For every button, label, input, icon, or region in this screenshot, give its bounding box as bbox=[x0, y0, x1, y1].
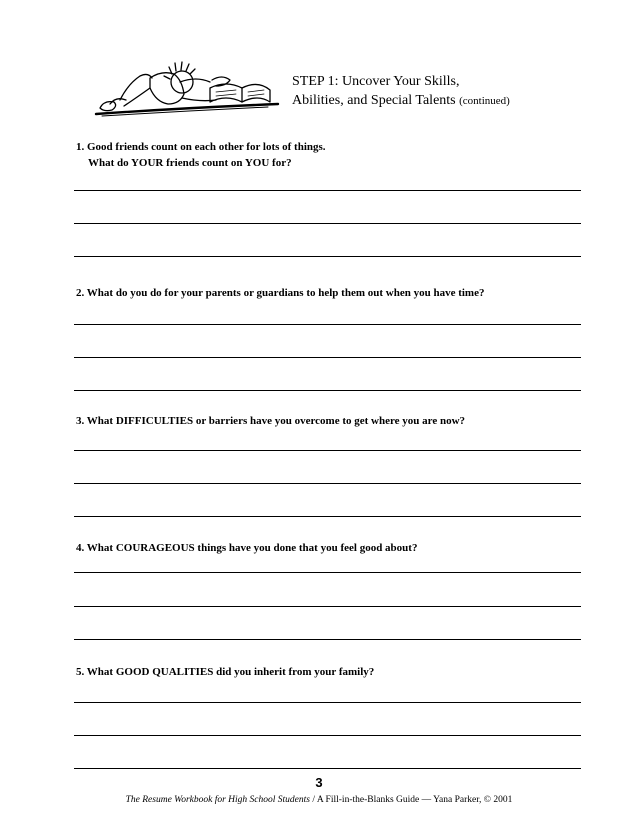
answer-line[interactable] bbox=[74, 606, 581, 607]
question-2-text: 2. What do you do for your parents or guardians to help them out when you have time? bbox=[76, 287, 485, 299]
footer-credit: / A Fill-in-the-Blanks Guide — Yana Parker, © 2001 bbox=[309, 795, 513, 805]
step-title-line1: STEP 1: Uncover Your Skills, bbox=[292, 74, 460, 89]
question-3-text: 3. What DIFFICULTIES or barriers have you overcome to get where you are now? bbox=[76, 415, 466, 427]
answer-line[interactable] bbox=[74, 768, 581, 769]
answer-line[interactable] bbox=[74, 516, 581, 517]
answer-line[interactable] bbox=[74, 702, 581, 703]
answer-line[interactable] bbox=[74, 357, 581, 358]
question-2 bbox=[76, 285, 484, 301]
question-5-text: 5. What GOOD QUALITIES did you inherit from your family? bbox=[76, 666, 375, 678]
boy-reading-illustration bbox=[92, 58, 280, 122]
footer bbox=[0, 795, 638, 805]
question-4 bbox=[76, 540, 417, 556]
answer-line[interactable] bbox=[74, 256, 581, 257]
question-1 bbox=[76, 139, 326, 171]
answer-line[interactable] bbox=[74, 450, 581, 451]
answer-line[interactable] bbox=[74, 483, 581, 484]
answer-line[interactable] bbox=[74, 223, 581, 224]
page-number: 3 bbox=[315, 775, 323, 790]
answer-line[interactable] bbox=[74, 735, 581, 736]
step-title-line2 bbox=[292, 91, 510, 111]
question-5 bbox=[76, 664, 374, 680]
continued-label: (continued) bbox=[459, 95, 510, 107]
answer-line[interactable] bbox=[74, 390, 581, 391]
answer-line[interactable] bbox=[74, 639, 581, 640]
question-4-text: 4. What COURAGEOUS things have you done that you feel good about? bbox=[76, 542, 418, 554]
answer-line[interactable] bbox=[74, 324, 581, 325]
answer-line[interactable] bbox=[74, 572, 581, 573]
question-1-text: 1. Good friends count on each other for lots of things. bbox=[76, 141, 326, 153]
question-3 bbox=[76, 413, 465, 429]
step-title bbox=[292, 72, 510, 111]
step-title-line2-text: Abilities, and Special Talents bbox=[292, 93, 456, 108]
question-1-subtext: What do YOUR friends count on YOU for? bbox=[88, 157, 292, 169]
answer-line[interactable] bbox=[74, 190, 581, 191]
footer-book-title: The Resume Workbook for High School Students bbox=[125, 795, 310, 805]
